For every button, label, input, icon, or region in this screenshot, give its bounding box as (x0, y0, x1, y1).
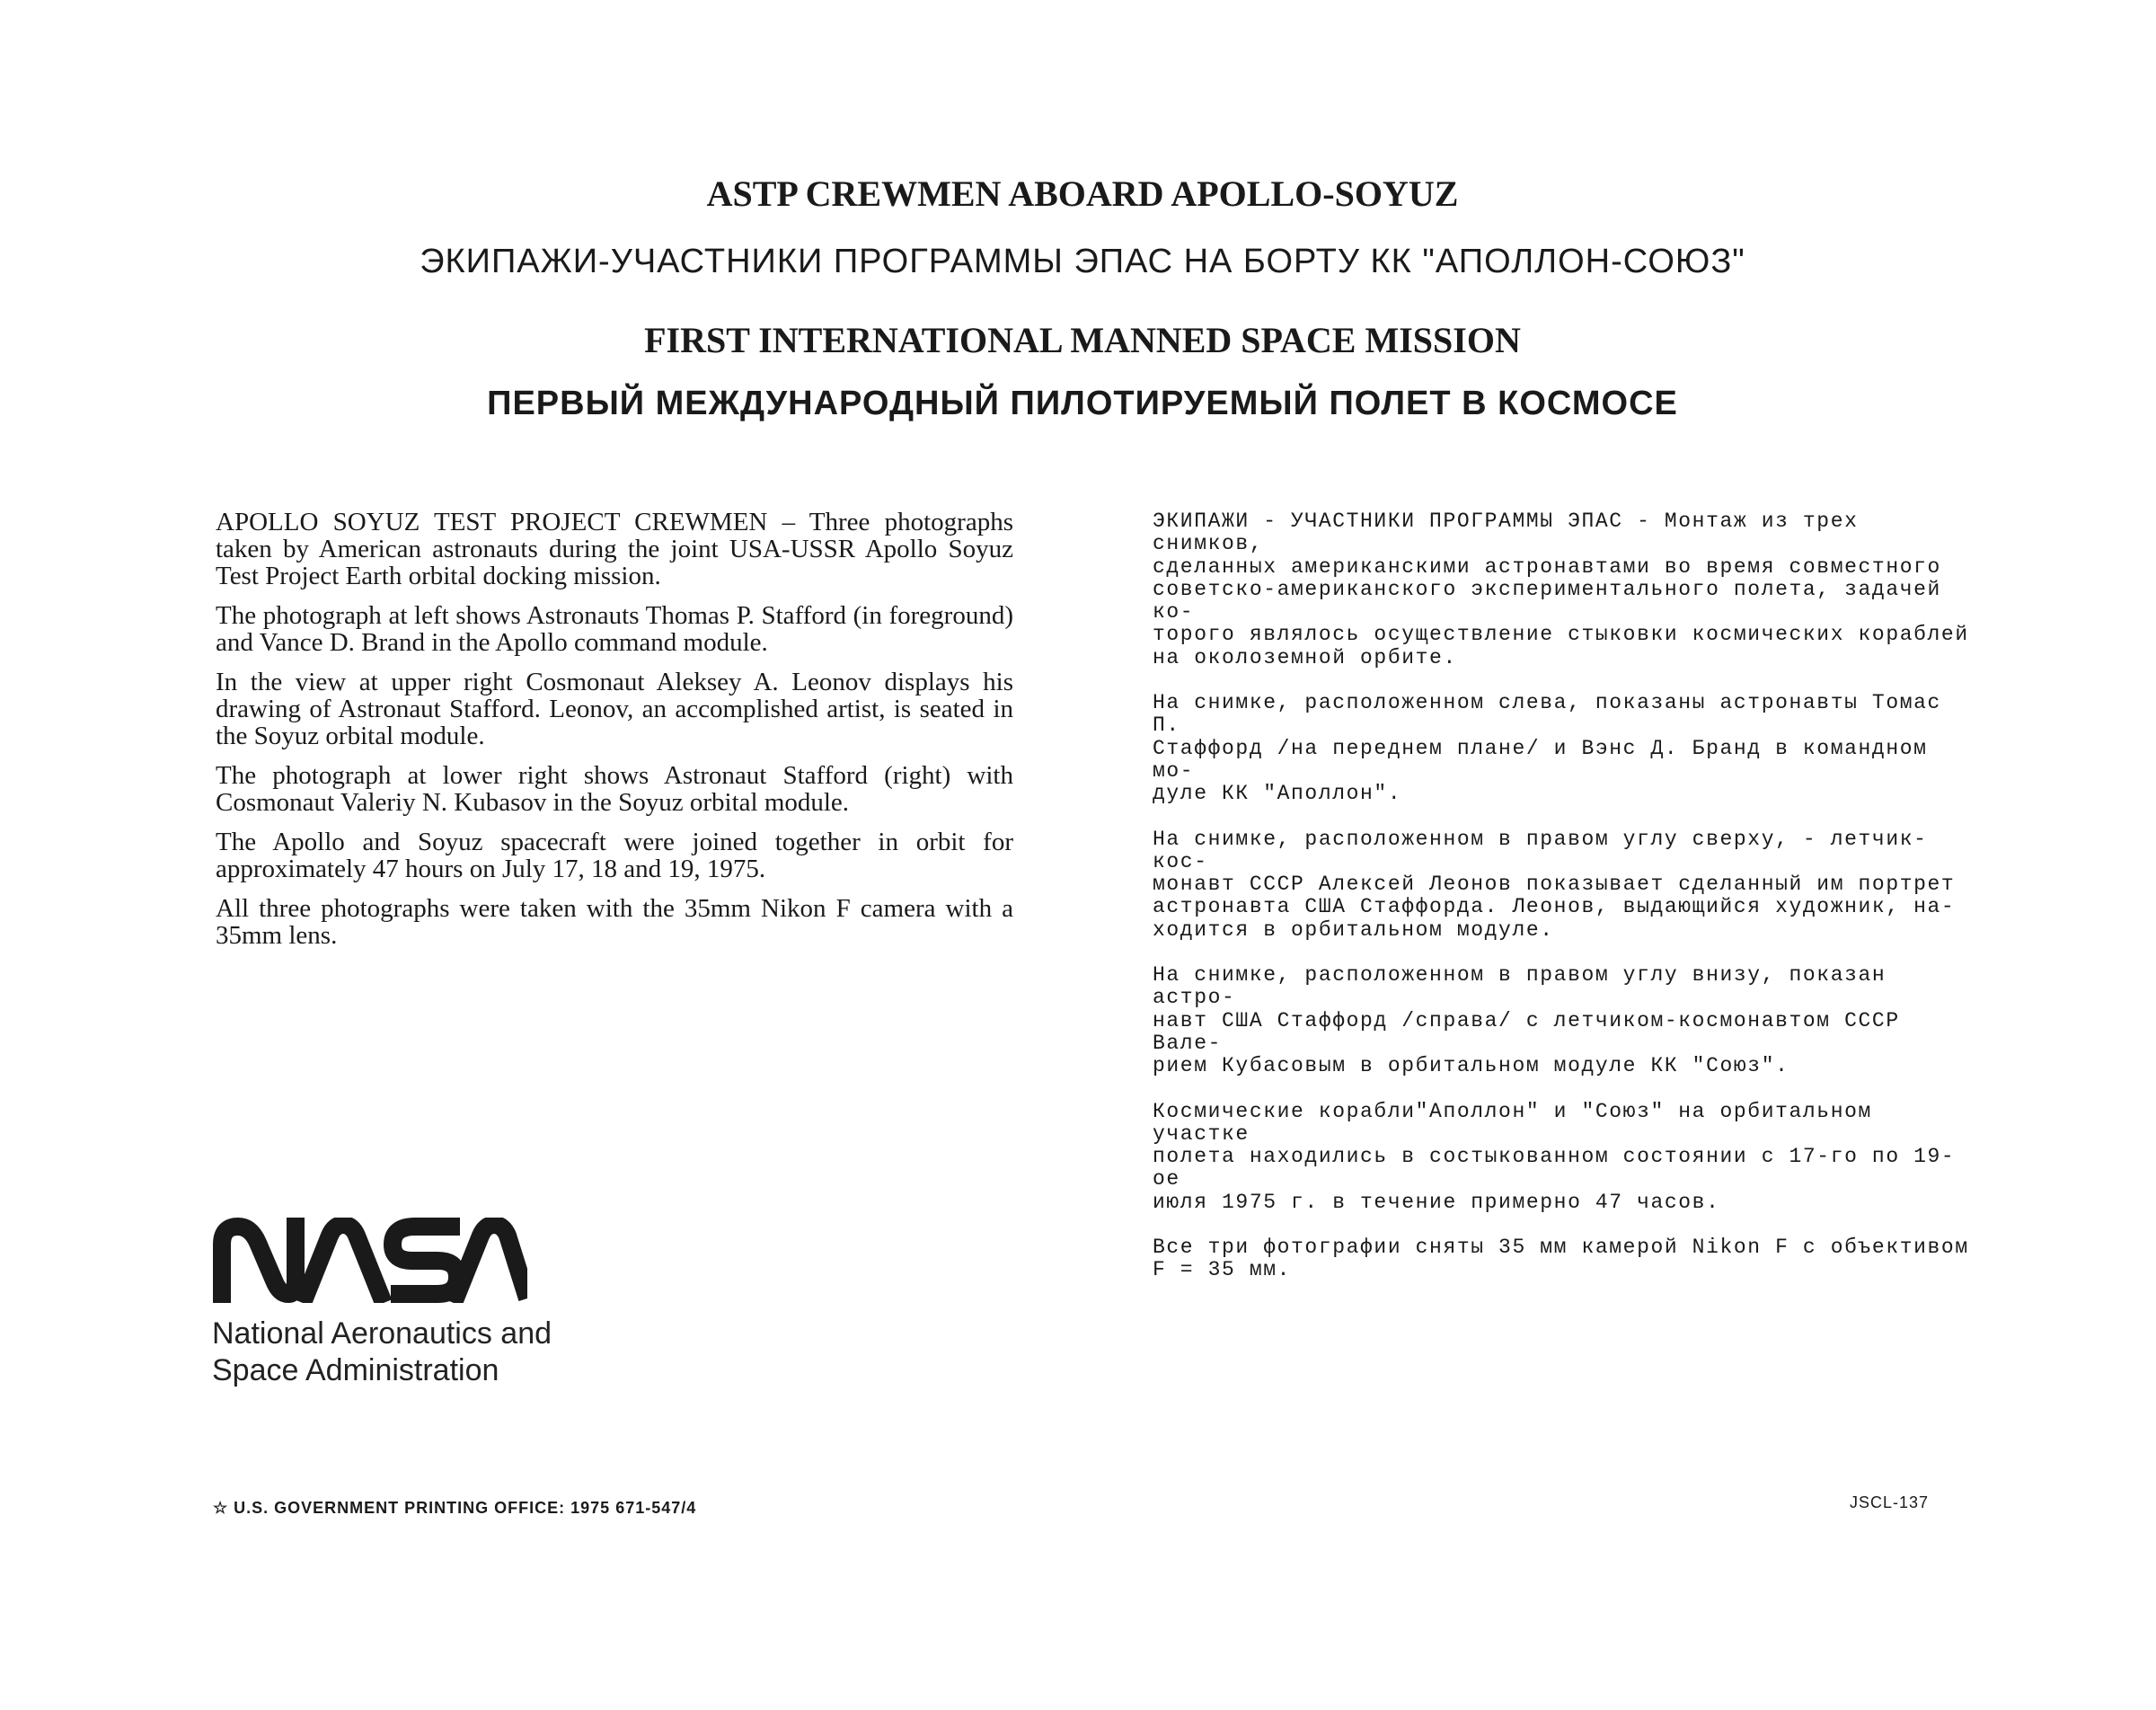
english-caption (216, 509, 1013, 961)
english-paragraph: APOLLO SOYUZ TEST PROJECT CREWMEN – Three photographs taken by American astronauts during the joint USA-USSR Apollo Soyuz Test Project Earth orbital docking mission. (216, 508, 1013, 590)
russian-caption (1153, 510, 1979, 1305)
russian-paragraph: Все три фотографии сняты 35 мм камерой Nikon F с объективом F = 35 мм. (1153, 1236, 1969, 1282)
russian-paragraph: На снимке, расположенном в правом углу внизу, показан астро- навт США Стаффорд /справа/ с летчиком-космонавтом СССР Вале- рием Кубасовым в орбитальном модуле КК "Союз". (1153, 963, 1900, 1078)
english-paragraph: All three photographs were taken with the 35mm Nikon F camera with a 35mm lens. (216, 894, 1013, 950)
english-paragraph: In the view at upper right Cosmonaut Aleksey A. Leonov displays his drawing of Astronaut Stafford. Leonov, an accomplished artist, is seated in the Soyuz orbital module. (216, 668, 1013, 750)
title-russian-2: ПЕРВЫЙ МЕЖДУНАРОДНЫЙ ПИЛОТИРУЕМЫЙ ПОЛЕТ В КОСМОСЕ (487, 385, 1678, 422)
title-english-1: ASTP CREWMEN ABOARD APOLLO-SOYUZ (706, 173, 1459, 214)
agency-name-line-1: National Aeronautics and (212, 1316, 552, 1351)
russian-paragraph: Космические корабли"Аполлон" и "Союз" на орбитальном участке полета находились в состыкованном состоянии с 17-го по 19-ое июля 1975 г. в течение примерно 47 часов. (1153, 1099, 1956, 1214)
nasa-worm-logo (213, 1218, 527, 1303)
agency-name-line-2: Space Administration (212, 1353, 499, 1387)
english-paragraph: The Apollo and Soyuz spacecraft were joined together in orbit for approximately 47 hours on July 17, 18 and 19, 1975. (216, 828, 1013, 883)
english-paragraph: The photograph at lower right shows Astronaut Stafford (right) with Cosmonaut Valeriy N. Kubasov in the Soyuz orbital module. (216, 761, 1013, 817)
printing-office-note: ☆ U.S. GOVERNMENT PRINTING OFFICE: 1975 671-547/4 (213, 1499, 697, 1517)
russian-paragraph: ЭКИПАЖИ - УЧАСТНИКИ ПРОГРАММЫ ЭПАС - Монтаж из трех снимков, сделанных американскими астронавтами во время совместного советско-американского экспериментального полета, задачей ко- торого являлось осуществление стыковки космических кораблей на околоземной орбите. (1153, 509, 1969, 669)
title-english-2: FIRST INTERNATIONAL MANNED SPACE MISSION (644, 320, 1521, 360)
russian-paragraph: На снимке, расположенном в правом углу сверху, - летчик-кос- монавт СССР Алексей Леонов показывает сделанный им портрет астронавта США Стаффорда. Леонов, выдающийся художник, на- ходится в орбитальном модуле. (1153, 827, 1956, 942)
russian-paragraph: На снимке, расположенном слева, показаны астронавты Томас П. Стаффорд /на переднем плане/ и Вэнс Д. Бранд в командном мо- дуле КК "Аполлон". (1153, 691, 1941, 806)
english-paragraph: The photograph at left shows Astronauts Thomas P. Stafford (in foreground) and Vance D. Brand in the Apollo command module. (216, 601, 1013, 657)
title-russian-1: ЭКИПАЖИ-УЧАСТНИКИ ПРОГРАММЫ ЭПАС НА БОРТУ КК "АПОЛЛОН-СОЮЗ" (420, 243, 1745, 280)
document-code: JSCL-137 (1850, 1493, 1930, 1511)
